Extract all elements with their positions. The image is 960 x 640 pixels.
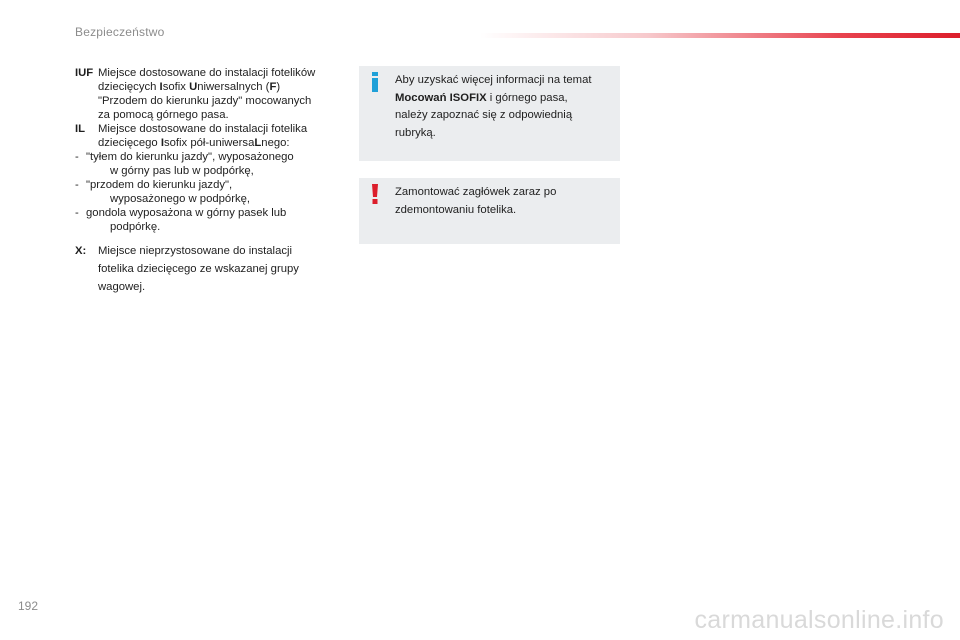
- legend-entry-il: [75, 122, 345, 234]
- legend-description: [98, 242, 345, 296]
- text-line: dziecięcego Isofix pół-uniwersaLnego:: [98, 137, 290, 149]
- warning-box: [359, 178, 620, 244]
- legend-column: [75, 66, 345, 296]
- text-line: fotelika dziecięcego ze wskazanej grupy: [98, 263, 299, 275]
- warning-icon: [367, 182, 383, 206]
- legend-description: [98, 66, 345, 122]
- watermark: carmanualsonline.info: [694, 606, 944, 634]
- warning-text: [395, 184, 612, 219]
- text-line: Miejsce nieprzystosowane do instalacji: [98, 245, 293, 257]
- legend-code: IUF: [75, 67, 94, 79]
- text-line: Zamontować zagłówek zaraz po: [395, 186, 557, 198]
- header-accent-bar: [480, 33, 960, 38]
- text-line: zdemontowaniu fotelika.: [395, 203, 517, 216]
- info-box: [359, 66, 620, 161]
- text-line: "Przodem do kierunku jazdy" mocowanych: [98, 95, 312, 107]
- bullet-dash: -: [75, 151, 79, 163]
- legend-code: X:: [75, 245, 87, 257]
- legend-entry-iuf: [75, 66, 345, 122]
- section-title: Bezpieczeństwo: [75, 25, 165, 39]
- text-line: należy zapoznać się z odpowiednią: [395, 109, 573, 121]
- bullet-item: [75, 206, 345, 234]
- text-line: Mocowań ISOFIX i górnego pasa,: [395, 91, 568, 104]
- text-line: Miejsce dostosowane do instalacji fotelika: [98, 123, 308, 135]
- bullet-text: "tyłem do kierunku jazdy", wyposażonego w górny pas lub w podpórkę,: [86, 151, 294, 177]
- text-line: za pomocą górnego pasa.: [98, 109, 229, 121]
- bullet-dash: -: [75, 207, 79, 219]
- text-line: Aby uzyskać więcej informacji na temat: [395, 74, 592, 86]
- legend-code: IL: [75, 123, 86, 135]
- legend-entry-x: [75, 242, 345, 296]
- info-icon: [367, 70, 383, 94]
- bullet-text: gondola wyposażona w górny pasek lub podpórkę.: [86, 207, 287, 233]
- text-line: Miejsce dostosowane do instalacji fotelików: [98, 67, 316, 79]
- info-text: [395, 72, 612, 142]
- bullet-item: [75, 178, 345, 206]
- text-line: rubryką.: [395, 126, 436, 139]
- bullet-text: "przodem do kierunku jazdy", wyposażonego w podpórkę,: [86, 179, 251, 205]
- page-number: 192: [18, 599, 39, 613]
- bullet-item: [75, 150, 345, 178]
- text-line: dziecięcych Isofix Uniwersalnych (F): [98, 81, 281, 93]
- bullet-dash: -: [75, 179, 79, 191]
- text-line: wagowej.: [98, 281, 146, 293]
